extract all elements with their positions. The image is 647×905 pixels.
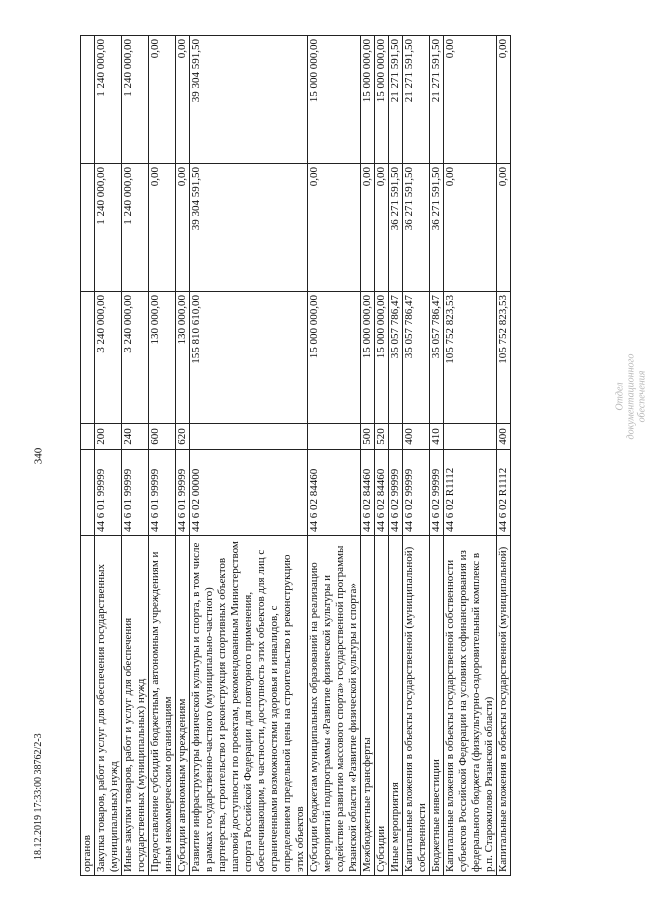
row-value-2020: 3 240 000,00 [95,292,122,424]
row-vr: 600 [149,424,176,450]
row-value-2021: 36 271 591,50 [430,164,444,292]
row-value-2020 [81,292,95,424]
row-code: 44 6 02 84460 [308,450,361,536]
row-code: 44 6 02 R1112 [497,450,511,536]
row-vr: 400 [403,424,430,450]
row-code: 44 6 02 84460 [375,450,389,536]
table-row [403,36,430,876]
row-value-2022: 1 240 000,00 [122,36,149,164]
table-viewport [80,36,610,876]
row-code: 44 6 02 00000 [190,450,308,536]
row-vr [444,424,497,450]
table-row [176,36,190,876]
row-name: Межбюджетные трансферты [361,536,375,876]
row-value-2021: 1 240 000,00 [122,164,149,292]
row-code: 44 6 01 99999 [95,450,122,536]
row-value-2020: 155 810 610,00 [190,292,308,424]
row-value-2021: 36 271 591,50 [403,164,430,292]
row-value-2020: 105 752 823,53 [497,292,511,424]
row-name: Развитие инфраструктуры физической культуры и спорта, в том числе в рамках государственно-частного (муниципально-частного) партнерства, строительство и реконструкция спортивных объектов шаговой доступности по проектам, рекомендованным Министерством спорта Российской Федерации для повторного применения, обеспечивающим, в частности, доступность этих объектов для лиц с ограниченными возможностями здоровья и инвалидов, с определением предельной цены на строительство и реконструкцию этих объектов [190,536,308,876]
row-vr: 200 [95,424,122,450]
row-code: 44 6 01 99999 [122,450,149,536]
row-vr: 620 [176,424,190,450]
row-vr: 500 [361,424,375,450]
table-row [361,36,375,876]
row-value-2022: 15 000 000,00 [375,36,389,164]
row-name: органов [81,536,95,876]
row-name: Иные закупки товаров, работ и услуг для обеспечения государственных (муниципальных) нужд [122,536,149,876]
row-value-2022: 15 000 000,00 [361,36,375,164]
row-value-2021: 0,00 [444,164,497,292]
row-value-2020: 3 240 000,00 [122,292,149,424]
row-value-2022: 15 000 000,00 [308,36,361,164]
row-vr [190,424,308,450]
row-value-2021: 0,00 [149,164,176,292]
row-name: Субсидии бюджетам муниципальных образований на реализацию мероприятий подпрограммы «Развитие физической культуры и содействие развитию массового спорта» государственной программы Рязанской области «Развитие физической культуры и спорта» [308,536,361,876]
row-value-2020: 130 000,00 [149,292,176,424]
table-row [430,36,444,876]
row-name: Капитальные вложения в объекты государственной собственности субъектов Российской Федерации на условиях софинансирования из федерального бюджета (физкультурно-оздоровительный комплекс в р.п. Старожилово Рязанской области) [444,536,497,876]
row-value-2021: 0,00 [176,164,190,292]
row-value-2021 [81,164,95,292]
row-value-2020: 15 000 000,00 [361,292,375,424]
table-row [444,36,497,876]
row-vr: 410 [430,424,444,450]
row-vr: 400 [497,424,511,450]
row-vr [81,424,95,450]
row-value-2020: 35 057 786,47 [430,292,444,424]
row-value-2022: 0,00 [176,36,190,164]
row-name: Закупка товаров, работ и услуг для обеспечения государственных (муниципальных) нужд [95,536,122,876]
table-row [81,36,95,876]
row-value-2021: 0,00 [375,164,389,292]
row-name: Субсидии [375,536,389,876]
row-value-2022: 0,00 [149,36,176,164]
row-code: 44 6 01 99999 [176,450,190,536]
row-value-2022: 39 304 591,50 [190,36,308,164]
row-value-2021: 0,00 [497,164,511,292]
page-number: 340 [32,447,45,465]
row-code: 44 6 02 99999 [430,450,444,536]
row-value-2022: 0,00 [497,36,511,164]
row-vr: 520 [375,424,389,450]
row-name: Субсидии автономным учреждениям [176,536,190,876]
row-value-2020: 105 752 823,53 [444,292,497,424]
row-code: 44 6 02 84460 [361,450,375,536]
watermark-line: обеспечения [636,370,647,423]
row-value-2020: 35 057 786,47 [403,292,430,424]
row-value-2020: 15 000 000,00 [375,292,389,424]
row-value-2022 [81,36,95,164]
row-code: 44 6 02 R1112 [444,450,497,536]
row-value-2021: 0,00 [308,164,361,292]
row-value-2022: 0,00 [444,36,497,164]
row-vr [308,424,361,450]
row-code: 44 6 02 99999 [389,450,403,536]
row-value-2021: 0,00 [361,164,375,292]
row-value-2020: 15 000 000,00 [308,292,361,424]
row-value-2020: 130 000,00 [176,292,190,424]
table-body [81,36,511,876]
row-value-2021: 36 271 591,50 [389,164,403,292]
row-name: Капитальные вложения в объекты государственной (муниципальной) [497,536,511,876]
table-row [389,36,403,876]
table-row [190,36,308,876]
row-value-2022: 21 271 591,50 [403,36,430,164]
watermark [614,354,647,440]
row-value-2020: 35 057 786,47 [389,292,403,424]
row-vr [389,424,403,450]
row-code: 44 6 02 99999 [403,450,430,536]
row-value-2022: 21 271 591,50 [389,36,403,164]
row-code [81,450,95,536]
row-name: Бюджетные инвестиции [430,536,444,876]
table-row [375,36,389,876]
row-vr: 240 [122,424,149,450]
watermark-line: Отдел документационного [614,353,637,440]
row-name: Капитальные вложения в объекты государственной (муниципальной) собственности [403,536,430,876]
row-value-2021: 39 304 591,50 [190,164,308,292]
rotated-table [80,36,610,876]
row-code: 44 6 01 99999 [149,450,176,536]
row-name: Иные мероприятия [389,536,403,876]
row-value-2022: 1 240 000,00 [95,36,122,164]
table-row [308,36,361,876]
table-row [95,36,122,876]
row-name: Предоставление субсидий бюджетным, автономным учреждениям и иным некоммерческим организациям [149,536,176,876]
row-value-2021: 1 240 000,00 [95,164,122,292]
budget-table [80,35,511,876]
print-stamp: 18.12.2019 17:33:00 38762/2-3 [33,733,44,860]
table-row [149,36,176,876]
table-row [122,36,149,876]
table-row [497,36,511,876]
row-value-2022: 21 271 591,50 [430,36,444,164]
